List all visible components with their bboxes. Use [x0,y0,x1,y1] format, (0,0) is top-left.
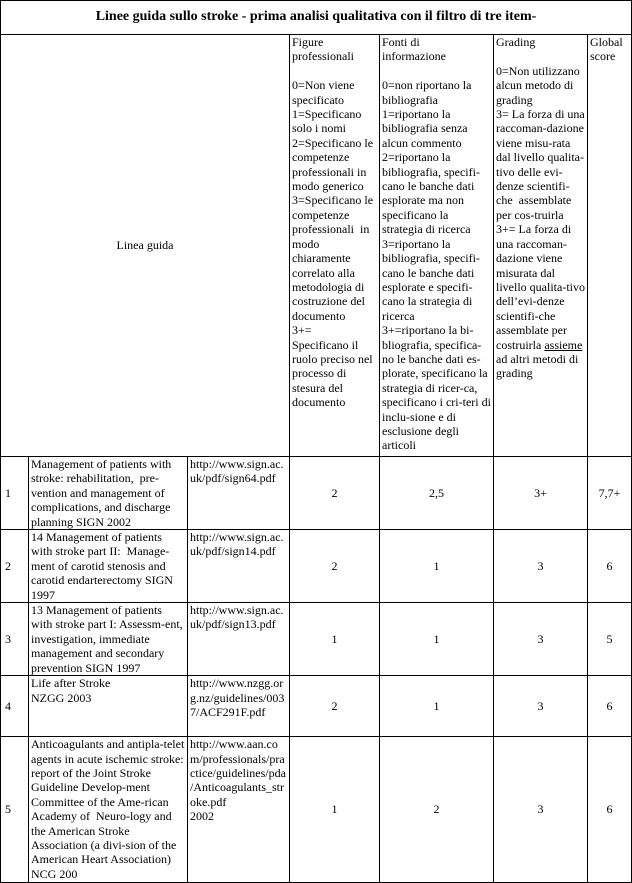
row-number: 3 [1,603,29,676]
global-score: 5 [588,603,632,676]
guideline-title: Management of patients with stroke: rehabilitation, pre-vention and management of complications, and discharge planning SIGN 2002 [29,457,188,530]
header-global-score: Global score [588,35,632,457]
fonti-score: 2,5 [380,457,494,530]
grading-score: 3 [494,676,588,737]
grading-text-b: ad altri metodi di grading [496,337,586,381]
guideline-title: 13 Management of patients with stroke part I: Assessm-ent, investigation, immediate management and secondary prevention SIGN 1997 [29,603,188,676]
fonti-score: 2 [380,737,494,883]
guideline-url: http://www.aan.com/professionals/practice/guidelines/pda/Anticoagulants_stroke.pdf 2002 [188,737,290,883]
table-row [1,737,632,883]
figure-score: 2 [290,530,380,603]
fonti-score: 1 [380,603,494,676]
grading-score: 3+ [494,457,588,530]
row-number: 2 [1,530,29,603]
figure-score: 1 [290,603,380,676]
row-number: 1 [1,457,29,530]
header-row [1,35,632,457]
figure-score: 1 [290,737,380,883]
global-score: 7,7+ [588,457,632,530]
row-number: 5 [1,737,29,883]
table-row [1,530,632,603]
guideline-title: Life after Stroke NZGG 2003 [29,676,188,737]
table-row [1,457,632,530]
header-fonti-informazione: Fonti di informazione 0=non riportano la bibliografia 1=riportano la bibliografia senza alcun commento 2=riportano la bibliografia, specifi-cano le banche dati esplorate ma non specificano la strategia di ricerca 3=riportano la bibliografia, specifi-cano le banche dati esplorate e specifi-cano la strategia di ricerca 3+=riportano la bi-bliografia, specifica-no le banche dati es-plorate, specificano la strategia di ricer-ca, specificano i cri-teri di inclu-sione e di esclusione degli articoli [380,35,494,457]
title-row [1,1,632,35]
grading-text-a: Grading 0=Non utilizzano alcun metodo di grading 3= La forza di una raccoman-dazione viene misu-rata dal livello qualita-tivo delle evi-denze scientifi-che assemblate per cos-truirla 3+= La forza di una raccoman-dazione viene misurata dal livello qualita-tivo dell’evi-denze scientifi-che assemblate per costruirla [496,35,585,352]
table-row [1,676,632,737]
guideline-title: 14 Management of patients with stroke part II: Manage-ment of carotid stenosis and carotid endarterectomy SIGN 1997 [29,530,188,603]
figure-score: 2 [290,676,380,737]
grading-text-underlined: assieme [544,337,583,352]
grading-score: 3 [494,603,588,676]
fonti-score: 1 [380,676,494,737]
header-figure-professionali: Figure professionali 0=Non viene specificato 1=Specificano solo i nomi 2=Specificano le competenze professionali in modo generico 3=Specificano le competenze professionali in modo chiaramente correlato alla metodologia di costruzione del documento 3+= Specificano il ruolo preciso nel processo di stesura del documento [290,35,380,457]
global-score: 6 [588,737,632,883]
grading-score: 3 [494,737,588,883]
grading-score: 3 [494,530,588,603]
figure-score: 2 [290,457,380,530]
global-score: 6 [588,676,632,737]
guideline-url: http://www.nzgg.org.nz/guidelines/0037/ACF291F.pdf [188,676,290,737]
fonti-score: 1 [380,530,494,603]
header-linea-guida: Linea guida [1,35,290,457]
table-title: Linee guida sullo stroke - prima analisi qualitativa con il filtro di tre item- [1,1,632,35]
row-number: 4 [1,676,29,737]
guideline-url: http://www.sign.ac.uk/pdf/sign13.pdf [188,603,290,676]
global-score: 6 [588,530,632,603]
guideline-title: Anticoagulants and antipla-telet agents in acute ischemic stroke: report of the Joint Stroke Guideline Develop-ment Committee of the Ame-rican Academy of Neuro-logy and the American Stroke Association (a divi-sion of the American Heart Association) NCG 200 [29,737,188,883]
table-row [1,603,632,676]
guideline-url: http://www.sign.ac.uk/pdf/sign14.pdf [188,530,290,603]
guideline-url: http://www.sign.ac.uk/pdf/sign64.pdf [188,457,290,530]
header-grading [494,35,588,457]
